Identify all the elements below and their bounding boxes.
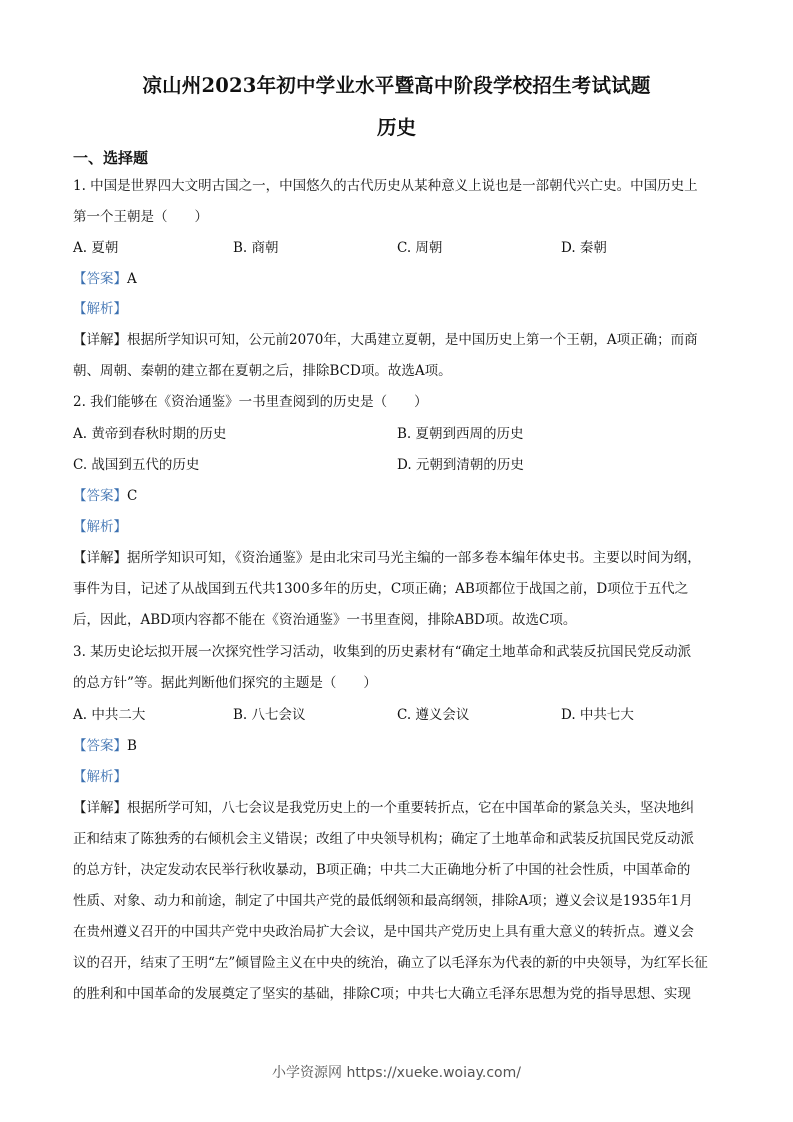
q3-detail-line-7: 的胜利和中国革命的发展奠定了坚实的基础，排除C项；中共七大确立毛泽东思想为党的指导思想、实现 <box>73 986 691 1002</box>
q2-option-d: D. 元朝到清朝的历史 <box>397 457 524 473</box>
q2-analysis-label: 【解析】 <box>73 519 127 535</box>
answer-label: 【答案】 <box>73 271 127 287</box>
q3-detail-line-6: 议的召开，结束了王明“左”倾冒险主义在中央的统治，确立了以毛泽东为代表的新的中央领导，为红军长征 <box>73 955 708 971</box>
q2-detail-line-3: 后，因此，ABD项内容都不能在《资治通鉴》一书里查阅，排除ABD项。故选C项。 <box>73 612 577 628</box>
q2-detail-line-1 <box>73 548 723 568</box>
detail-label: 【详解】 <box>73 800 127 816</box>
q3-option-c: C. 遵义会议 <box>397 707 470 723</box>
q3-answer <box>73 736 723 756</box>
q2-answer <box>73 486 723 506</box>
detail-text: 据所学知识可知，《资治通鉴》是由北宋司马光主编的一部多卷本编年体史书。主要以时间为纲， <box>127 550 701 566</box>
q1-option-c: C. 周朝 <box>397 240 443 256</box>
q1-detail-line-2: 朝、周朝、秦朝的建立都在夏朝之后，排除BCD项。故选A项。 <box>73 363 452 379</box>
q1-stem-line-1: 1. 中国是世界四大文明古国之一，中国悠久的古代历史从某种意义上说也是一部朝代兴亡史。中国历史上 <box>73 178 698 194</box>
q2-option-c: C. 战国到五代的历史 <box>73 457 200 473</box>
q3-stem-line-1: 3. 某历史论坛拟开展一次探究性学习活动，收集到的历史素材有“确定土地革命和武装反抗国民党反动派 <box>73 644 692 660</box>
q2-detail-line-2: 事件为目，记述了从战国到五代共1300多年的历史，C项正确；AB项都位于战国之前，D项位于五代之 <box>73 581 689 597</box>
detail-text: 根据所学可知，八七会议是我党历史上的一个重要转折点，它在中国革命的紧急关头，坚决地纠 <box>127 800 694 816</box>
q1-stem-line-2: 第一个王朝是（ ） <box>73 209 208 225</box>
q3-option-b: B. 八七会议 <box>233 707 306 723</box>
q3-option-d: D. 中共七大 <box>561 707 634 723</box>
footer-watermark: 小学资源网 https://xueke.woiay.com/ <box>272 1065 521 1081</box>
q1-option-b: B. 商朝 <box>233 240 279 256</box>
answer-value: B <box>127 738 137 754</box>
q3-detail-line-4: 性质、对象、动力和前途，制定了中国共产党的最低纲领和最高纲领，排除A项；遵义会议是1935年1月 <box>73 893 693 909</box>
q3-detail-line-3: 的总方针，决定发动农民举行秋收暴动，B项正确；中共二大正确地分析了中国的社会性质，中国革命的 <box>73 862 691 878</box>
q1-option-a: A. 夏朝 <box>73 240 119 256</box>
q3-detail-line-5: 在贵州遵义召开的中国共产党中央政治局扩大会议，是中国共产党历史上具有重大意义的转折点。遵义会 <box>73 924 694 940</box>
q2-stem-line-1: 2. 我们能够在《资治通鉴》一书里查阅到的历史是（ ） <box>73 394 428 410</box>
q1-answer <box>73 269 723 289</box>
subject-title: 历史 <box>376 116 416 139</box>
detail-text: 根据所学知识可知，公元前2070年，大禹建立夏朝，是中国历史上第一个王朝，A项正确；而商 <box>127 332 698 348</box>
answer-label: 【答案】 <box>73 488 127 504</box>
q2-option-b: B. 夏朝到西周的历史 <box>397 426 524 442</box>
q1-option-d: D. 秦朝 <box>561 240 607 256</box>
detail-label: 【详解】 <box>73 550 127 566</box>
q3-stem-line-2: 的总方针”等。据此判断他们探究的主题是（ ） <box>73 675 377 691</box>
q3-analysis-label: 【解析】 <box>73 769 127 785</box>
q1-analysis-label: 【解析】 <box>73 301 127 317</box>
exam-title: 凉山州2023年初中学业水平暨高中阶段学校招生考试试题 <box>142 74 651 97</box>
section-heading: 一、选择题 <box>73 149 149 167</box>
answer-label: 【答案】 <box>73 738 127 754</box>
q1-detail-line-1 <box>73 330 723 350</box>
q3-option-a: A. 中共二大 <box>73 707 146 723</box>
q3-detail-line-2: 正和结束了陈独秀的右倾机会主义错误；改组了中央领导机构；确定了土地革命和武装反抗国民党反动派 <box>73 831 694 847</box>
answer-value: A <box>127 271 137 287</box>
q3-detail-line-1 <box>73 798 723 818</box>
q2-option-a: A. 黄帝到春秋时期的历史 <box>73 426 227 442</box>
detail-label: 【详解】 <box>73 332 127 348</box>
answer-value: C <box>127 488 138 504</box>
